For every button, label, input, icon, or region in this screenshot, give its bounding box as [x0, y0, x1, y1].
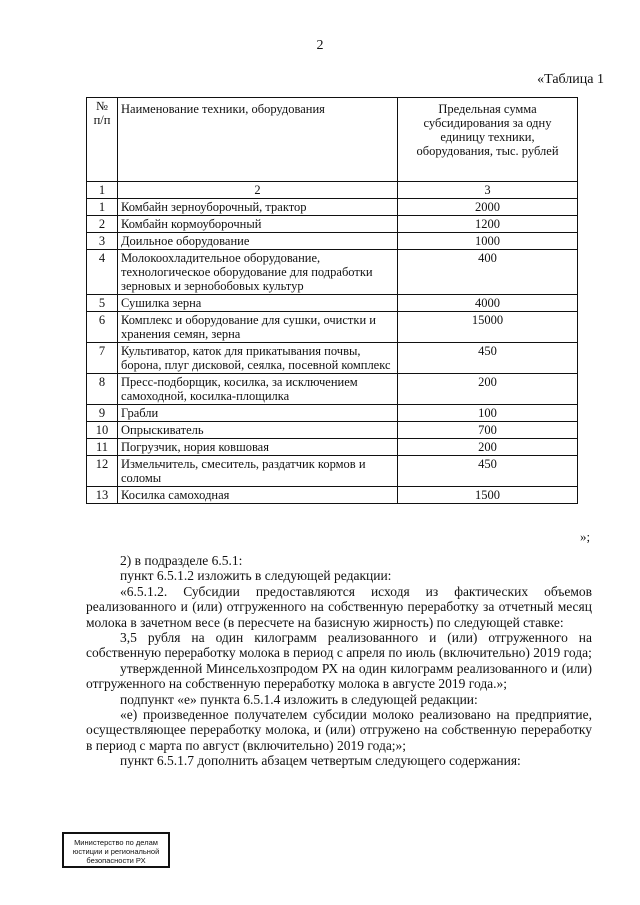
row-name: Комплекс и оборудование для сушки, очистки и хранения семян, зерна — [118, 312, 398, 343]
header-sum: Предельная сумма субсидирования за одну единицу техники, оборудования, тыс. рублей — [398, 98, 578, 182]
table-row — [87, 216, 578, 233]
row-num: 1 — [87, 199, 118, 216]
table-row — [87, 233, 578, 250]
row-num: 3 — [87, 233, 118, 250]
row-num: 8 — [87, 374, 118, 405]
table-row — [87, 312, 578, 343]
row-name: Опрыскиватель — [118, 422, 398, 439]
row-num: 10 — [87, 422, 118, 439]
row-num: 12 — [87, 456, 118, 487]
row-sum: 450 — [398, 456, 578, 487]
stamp-line: безопасности РХ — [86, 856, 146, 865]
table-row — [87, 199, 578, 216]
row-name: Комбайн кормоуборочный — [118, 216, 398, 233]
row-name: Пресс-подборщик, косилка, за исключением самоходной, косилка-площилка — [118, 374, 398, 405]
paragraph: пункт 6.5.1.7 дополнить абзацем четвертым следующего содержания: — [120, 753, 521, 769]
stamp-line: Министерство по делам — [74, 838, 158, 847]
row-name: Доильное оборудование — [118, 233, 398, 250]
paragraph: утвержденной Минсельхозпродом РХ на один килограмм реализованного и (или) отгруженного на собственную переработку молока в августе 2019 года.»; — [86, 660, 592, 692]
paragraph: «е) произведенное получателем субсидии молоко реализовано на предприятие, осуществляющее переработку молока, и (или) отгружено на собственную переработку в период с марта по август (включительно) 2019 года;»; — [86, 707, 592, 753]
row-name: Сушилка зерна — [118, 295, 398, 312]
table-row — [87, 295, 578, 312]
paragraph: пункт 6.5.1.2 изложить в следующей редакции: — [120, 568, 392, 584]
table-row — [87, 422, 578, 439]
row-sum: 1200 — [398, 216, 578, 233]
page-number: 2 — [316, 38, 324, 53]
subsidy-table — [86, 97, 578, 504]
row-num: 7 — [87, 343, 118, 374]
table-closing-quote: »; — [580, 529, 591, 544]
row-sum: 1000 — [398, 233, 578, 250]
column-index: 1 — [87, 182, 118, 199]
row-num: 2 — [87, 216, 118, 233]
row-name: Молокоохладительное оборудование, технологическое оборудование для подработки зерновых и зернобобовых культур — [118, 250, 398, 295]
row-sum: 2000 — [398, 199, 578, 216]
table-row — [87, 405, 578, 422]
row-sum: 100 — [398, 405, 578, 422]
row-name: Измельчитель, смеситель, раздатчик кормов и соломы — [118, 456, 398, 487]
paragraph: «6.5.1.2. Субсидии предоставляются исходя из фактических объемов реализованного и (или) отгруженного на собственную переработку за отчетный месяц молока в зачетном весе (в пересчете на базисную жирность) по следующей ставке: — [86, 583, 592, 630]
row-num: 4 — [87, 250, 118, 295]
table-row — [87, 456, 578, 487]
header-name: Наименование техники, оборудования — [118, 98, 398, 182]
row-name: Культиватор, каток для прикатывания почвы, борона, плуг дисковой, сеялка, посевной комплекс — [118, 343, 398, 374]
table-row — [87, 250, 578, 295]
table-caption: «Таблица 1 — [537, 72, 604, 87]
row-name: Косилка самоходная — [118, 487, 398, 504]
row-sum: 400 — [398, 250, 578, 295]
table-row — [87, 374, 578, 405]
table-row — [87, 343, 578, 374]
paragraph: 2) в подразделе 6.5.1: — [120, 553, 243, 568]
paragraph: подпункт «е» пункта 6.5.1.4 изложить в следующей редакции: — [120, 691, 478, 707]
row-num: 11 — [87, 439, 118, 456]
row-sum: 450 — [398, 343, 578, 374]
row-num: 5 — [87, 295, 118, 312]
row-sum: 15000 — [398, 312, 578, 343]
ministry-stamp — [62, 832, 170, 868]
table-header-row — [87, 98, 578, 182]
paragraph: 3,5 рубля на один килограмм реализованного и (или) отгруженного на собственную переработку молока в период с апреля по июль (включительно) 2019 года; — [86, 630, 592, 661]
header-num: № п/п — [87, 98, 118, 182]
column-index-row — [87, 182, 578, 199]
row-name: Грабли — [118, 405, 398, 422]
row-name: Погрузчик, нория ковшовая — [118, 439, 398, 456]
row-sum: 200 — [398, 374, 578, 405]
row-num: 13 — [87, 487, 118, 504]
column-index: 3 — [398, 182, 578, 199]
row-sum: 1500 — [398, 487, 578, 504]
row-sum: 200 — [398, 439, 578, 456]
row-sum: 700 — [398, 422, 578, 439]
row-num: 9 — [87, 405, 118, 422]
row-name: Комбайн зерноуборочный, трактор — [118, 199, 398, 216]
column-index: 2 — [118, 182, 398, 199]
amendment-text — [86, 553, 592, 769]
row-sum: 4000 — [398, 295, 578, 312]
stamp-line: юстиции и региональной — [72, 847, 160, 856]
table-row — [87, 487, 578, 504]
row-num: 6 — [87, 312, 118, 343]
table-row — [87, 439, 578, 456]
